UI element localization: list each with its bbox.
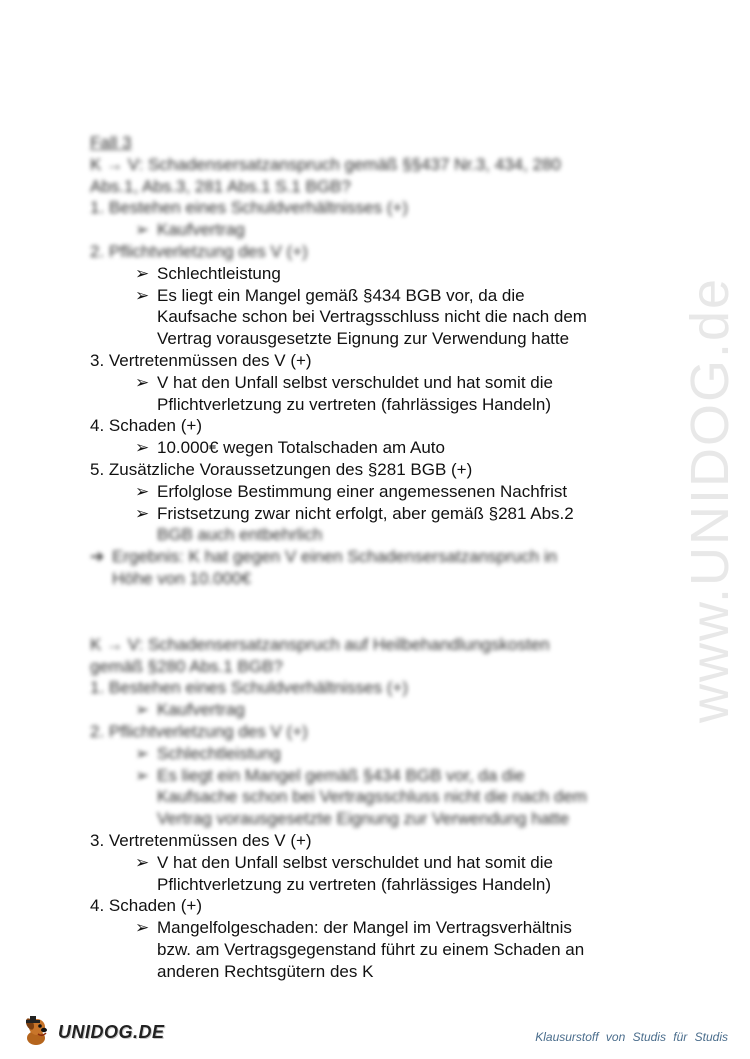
bullet-arrow-icon: ➢ bbox=[135, 503, 150, 523]
point-2: 2. Pflichtverletzung des V (+) bbox=[90, 721, 308, 741]
dog-icon bbox=[22, 1016, 58, 1048]
result-line: Ergebnis: K hat gegen V einen Schadensersatzanspruch in bbox=[112, 547, 558, 567]
bullet-arrow-icon: ➢ bbox=[135, 700, 150, 720]
point-3: 3. Vertretenmüssen des V (+) bbox=[90, 830, 312, 850]
bullet-arrow-icon: ➢ bbox=[135, 438, 150, 458]
point-4: 4. Schaden (+) bbox=[90, 416, 202, 436]
bullet-line: Pflichtverletzung zu vertreten (fahrlässiges Handeln) bbox=[157, 394, 552, 414]
bullet-item: ➢ Schlechtleistung bbox=[135, 743, 281, 763]
bullet-arrow-icon: ➢ bbox=[135, 481, 150, 501]
bullet-line: Vertrag vorausgesetzte Eignung zur Verwendung hatte bbox=[157, 809, 570, 829]
bullet-line: Es liegt ein Mangel gemäß §434 BGB vor, da die bbox=[157, 765, 525, 785]
bullet-arrow-icon: ➢ bbox=[135, 765, 150, 785]
result-item bbox=[90, 546, 650, 590]
bullet-line: Es liegt ein Mangel gemäß §434 BGB vor, da die bbox=[157, 285, 525, 305]
bullet-line: Kaufsache schon bei Vertragsschluss nicht die nach dem bbox=[157, 787, 587, 807]
result-line: Höhe von 10.000€ bbox=[112, 568, 251, 588]
case-title: Fall 3 bbox=[90, 133, 132, 152]
point-5: 5. Zusätzliche Voraussetzungen des §281 BGB (+) bbox=[90, 459, 473, 479]
bullet-line: anderen Rechtsgütern des K bbox=[157, 961, 374, 981]
bullet-line: V hat den Unfall selbst verschuldet und hat somit die bbox=[157, 852, 553, 872]
bullet-line: Vertrag vorausgesetzte Eignung zur Verwendung hatte bbox=[157, 329, 570, 349]
bullet-item: ➢ Kaufvertrag bbox=[135, 220, 245, 240]
unidog-logo[interactable] bbox=[22, 1016, 165, 1048]
bullet-arrow-icon: ➢ bbox=[135, 372, 150, 392]
claim-heading-line: K → V: Schadensersatzanspruch auf Heilbehandlungskosten bbox=[90, 634, 550, 654]
bullet-line: Fristsetzung zwar nicht erfolgt, aber gemäß §281 Abs.2 bbox=[157, 503, 574, 523]
bullet-item bbox=[90, 765, 650, 830]
bullet-item: ➢ 10.000€ wegen Totalschaden am Auto bbox=[135, 438, 445, 458]
bullet-arrow-icon: ➢ bbox=[135, 743, 150, 763]
bullet-arrow-icon: ➢ bbox=[135, 285, 150, 305]
bullet-item bbox=[90, 917, 650, 982]
bullet-arrow-icon: ➢ bbox=[135, 220, 150, 240]
bullet-item bbox=[90, 852, 650, 896]
logo-text: UNIDOG.DE bbox=[58, 1021, 165, 1042]
claim-heading-line: gemäß §280 Abs.1 BGB? bbox=[90, 656, 283, 676]
bullet-item: ➢ Schlechtleistung bbox=[135, 263, 281, 283]
bullet-line: Pflichtverletzung zu vertreten (fahrlässiges Handeln) bbox=[157, 874, 552, 894]
bullet-line: Mangelfolgeschaden: der Mangel im Vertragsverhältnis bbox=[157, 918, 572, 938]
result-arrow-icon: ➔ bbox=[90, 547, 105, 567]
bullet-item bbox=[90, 285, 650, 350]
bullet-item: ➢ Erfolglose Bestimmung einer angemessenen Nachfrist bbox=[135, 481, 568, 501]
bullet-item bbox=[90, 372, 650, 416]
bullet-arrow-icon: ➢ bbox=[135, 263, 150, 283]
blurred-section-top bbox=[90, 132, 650, 263]
bullet-arrow-icon: ➢ bbox=[135, 918, 150, 938]
document-body bbox=[90, 132, 650, 982]
footer-slogan: Klausurstoff von Studis für Studis bbox=[535, 1030, 728, 1044]
claim-heading-line: K → V: Schadensersatzanspruch gemäß §§437 Nr.3, 434, 280 bbox=[90, 154, 561, 174]
bullet-line: V hat den Unfall selbst verschuldet und hat somit die bbox=[157, 372, 553, 392]
point-4: 4. Schaden (+) bbox=[90, 896, 202, 916]
claim-heading-line: Abs.1, Abs.3, 281 Abs.1 S.1 BGB? bbox=[90, 176, 351, 196]
point-1: 1. Bestehen eines Schuldverhältnisses (+) bbox=[90, 198, 408, 218]
bullet-item: ➢ Kaufvertrag bbox=[135, 700, 245, 720]
bullet-arrow-icon: ➢ bbox=[135, 852, 150, 872]
bullet-line: bzw. am Vertragsgegenstand führt zu einem Schaden an bbox=[157, 939, 585, 959]
bullet-item bbox=[90, 503, 650, 547]
watermark: www.UNIDOG.de bbox=[680, 276, 740, 724]
point-3: 3. Vertretenmüssen des V (+) bbox=[90, 350, 312, 370]
bullet-line: BGB auch entbehrlich bbox=[157, 525, 323, 545]
blurred-section-middle bbox=[90, 634, 650, 830]
bullet-line: Kaufsache schon bei Vertragsschluss nicht die nach dem bbox=[157, 307, 587, 327]
point-2: 2. Pflichtverletzung des V (+) bbox=[90, 241, 308, 261]
section-spacer bbox=[90, 590, 650, 634]
point-1: 1. Bestehen eines Schuldverhältnisses (+) bbox=[90, 678, 408, 698]
